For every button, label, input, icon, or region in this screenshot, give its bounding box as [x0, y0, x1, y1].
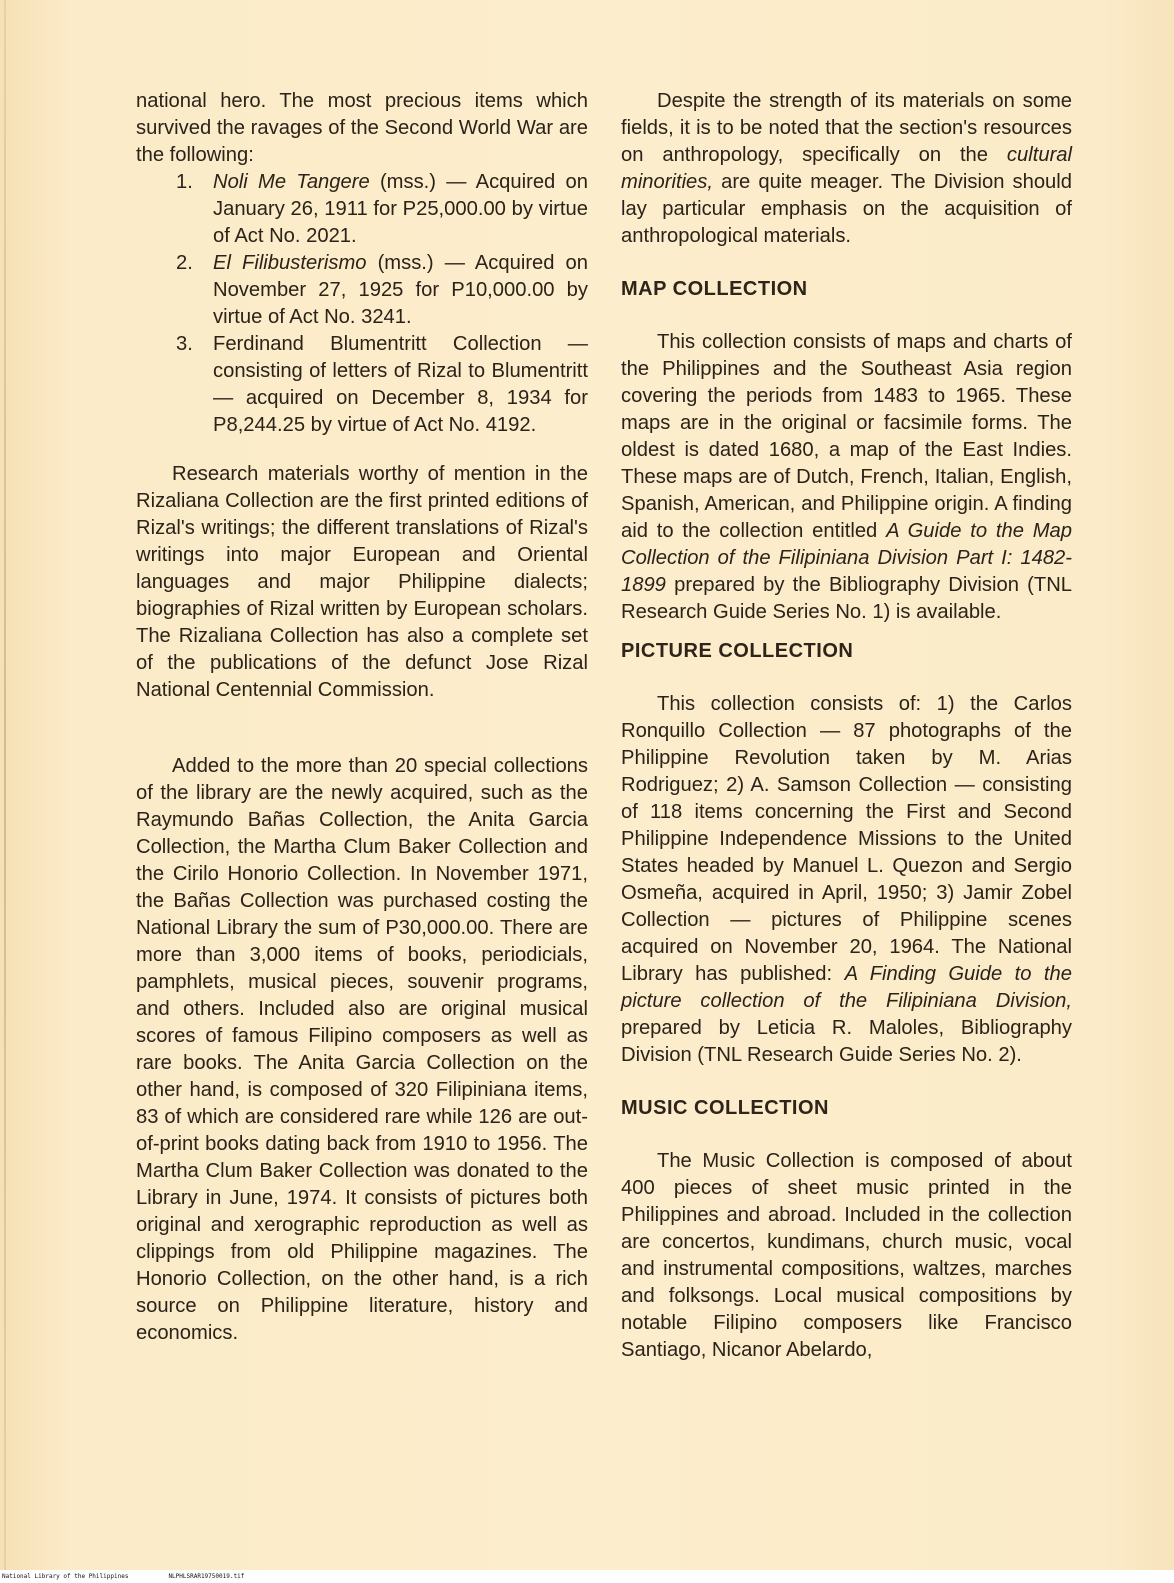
- right-column: [621, 88, 1072, 1364]
- footer-filename: NLPHLSRAR19750019.tif: [168, 1573, 245, 1580]
- picture-guide-title: A Finding Guide to the picture collection of the Filipiniana Division,: [621, 963, 1072, 1012]
- list-item-text: Ferdinand Blumentritt Collection — consisting of letters of Rizal to Blumentritt — acquired on December 8, 1934 for P8,244.25 by virtue of Act No. 4192.: [213, 333, 588, 436]
- scan-footer: [0, 1570, 1174, 1583]
- list-item-text: (mss.) — Acquired on January 26, 1911 for P25,000.00 by virtue of Act No. 2021.: [213, 171, 588, 247]
- anthropology-paragraph: [621, 88, 1072, 250]
- left-column: [136, 88, 588, 1347]
- picture-text-end: prepared by Leticia R. Maloles, Bibliography Division (TNL Research Guide Series No. 2).: [621, 1017, 1072, 1066]
- map-collection-paragraph: [621, 329, 1072, 626]
- picture-collection-paragraph: [621, 691, 1072, 1069]
- anthropology-text-end: are quite meager. The Division should lay particular emphasis on the acquisition of anthropological materials.: [621, 171, 1072, 247]
- list-item-title: Noli Me Tangere: [213, 171, 370, 193]
- list-item-number: 1.: [176, 171, 193, 193]
- precious-items-list: [136, 169, 588, 439]
- map-collection-heading: MAP COLLECTION: [621, 278, 808, 300]
- music-collection-heading: MUSIC COLLECTION: [621, 1097, 829, 1119]
- picture-text: This collection consists of: 1) the Carlos Ronquillo Collection — 87 photographs of the Philippine Revolution taken by M. Arias Rodriguez; 2) A. Samson Collection — consisting of 118 items concerning the First and Second Philippine Independence Missions to the United States headed by Manuel L. Quezon and Sergio Osmeña, acquired in April, 1950; 3) Jamir Zobel Collection — pictures of Philippine scenes acquired on November 20, 1964. The National Library has published:: [621, 693, 1072, 985]
- anthropology-emphasis: cultural minorities,: [621, 144, 1072, 193]
- list-item-text: (mss.) — Acquired on November 27, 1925 for P10,000.00 by virtue of Act No. 3241.: [213, 252, 589, 328]
- list-item: [136, 331, 588, 439]
- list-item-title: El Filibusterismo: [213, 252, 367, 274]
- music-collection-paragraph: The Music Collection is composed of about 400 pieces of sheet music printed in the Philippines and abroad. Included in the collection are concertos, kundimans, church music, vocal and instrumental compositions, waltzes, marches and folksongs. Local musical compositions by notable Filipino composers like Francisco Santiago, Nicanor Abelardo,: [621, 1150, 1072, 1361]
- special-collections-paragraph: Added to the more than 20 special collections of the library are the newly acquired, such as the Raymundo Bañas Collection, the Anita Garcia Collection, the Martha Clum Baker Collection and the Cirilo Honorio Collection. In November 1971, the Bañas Collection was purchased costing the National Library the sum of P30,000.00. There are more than 3,000 items of books, periodicials, pamphlets, musical pieces, souvenir programs, and others. Included also are original musical scores of famous Filipino composers as well as rare books. The Anita Garcia Collection on the other hand, is composed of 320 Filipiniana items, 83 of which are considered rare while 126 are out-of-print books dating back from 1910 to 1956. The Martha Clum Baker Collection was donated to the Library in June, 1974. It consists of pictures both original and xerographic reproduction as well as clippings from old Philippine magazines. The Honorio Collection, on the other hand, is a rich source on Philippine literature, history and economics.: [136, 755, 588, 1344]
- picture-collection-heading: PICTURE COLLECTION: [621, 640, 854, 662]
- list-item-number: 3.: [176, 333, 193, 355]
- map-text: This collection consists of maps and charts of the Philippines and the Southeast Asia region covering the periods from 1483 to 1965. These maps are in the original or facsimile forms. The oldest is dated 1680, a map of the East Indies. These maps are of Dutch, French, Italian, English, Spanish, American, and Philippine origin. A finding aid to the collection entitled: [621, 331, 1072, 542]
- anthropology-text: Despite the strength of its materials on some fields, it is to be noted that the section's resources on anthropology, specifically on the: [621, 90, 1072, 166]
- list-item: [136, 169, 588, 250]
- intro-paragraph: national hero. The most precious items which survived the ravages of the Second World War are the following:: [136, 90, 588, 166]
- footer-source: National Library of the Philippines: [2, 1573, 129, 1580]
- page-edge-shadow: [4, 0, 6, 1570]
- list-item: [136, 250, 588, 331]
- research-paragraph: Research materials worthy of mention in the Rizaliana Collection are the first printed editions of Rizal's writings; the different translations of Rizal's writings into major European and Oriental languages and major Philippine dialects; biographies of Rizal written by European scholars. The Rizaliana Collection has also a complete set of the publications of the defunct Jose Rizal National Centennial Commission.: [136, 463, 588, 701]
- map-text-end: prepared by the Bibliography Division (TNL Research Guide Series No. 1) is available.: [621, 574, 1072, 623]
- list-item-number: 2.: [176, 252, 193, 274]
- map-guide-title: A Guide to the Map Collection of the Filipiniana Division Part I: 1482-1899: [621, 520, 1072, 596]
